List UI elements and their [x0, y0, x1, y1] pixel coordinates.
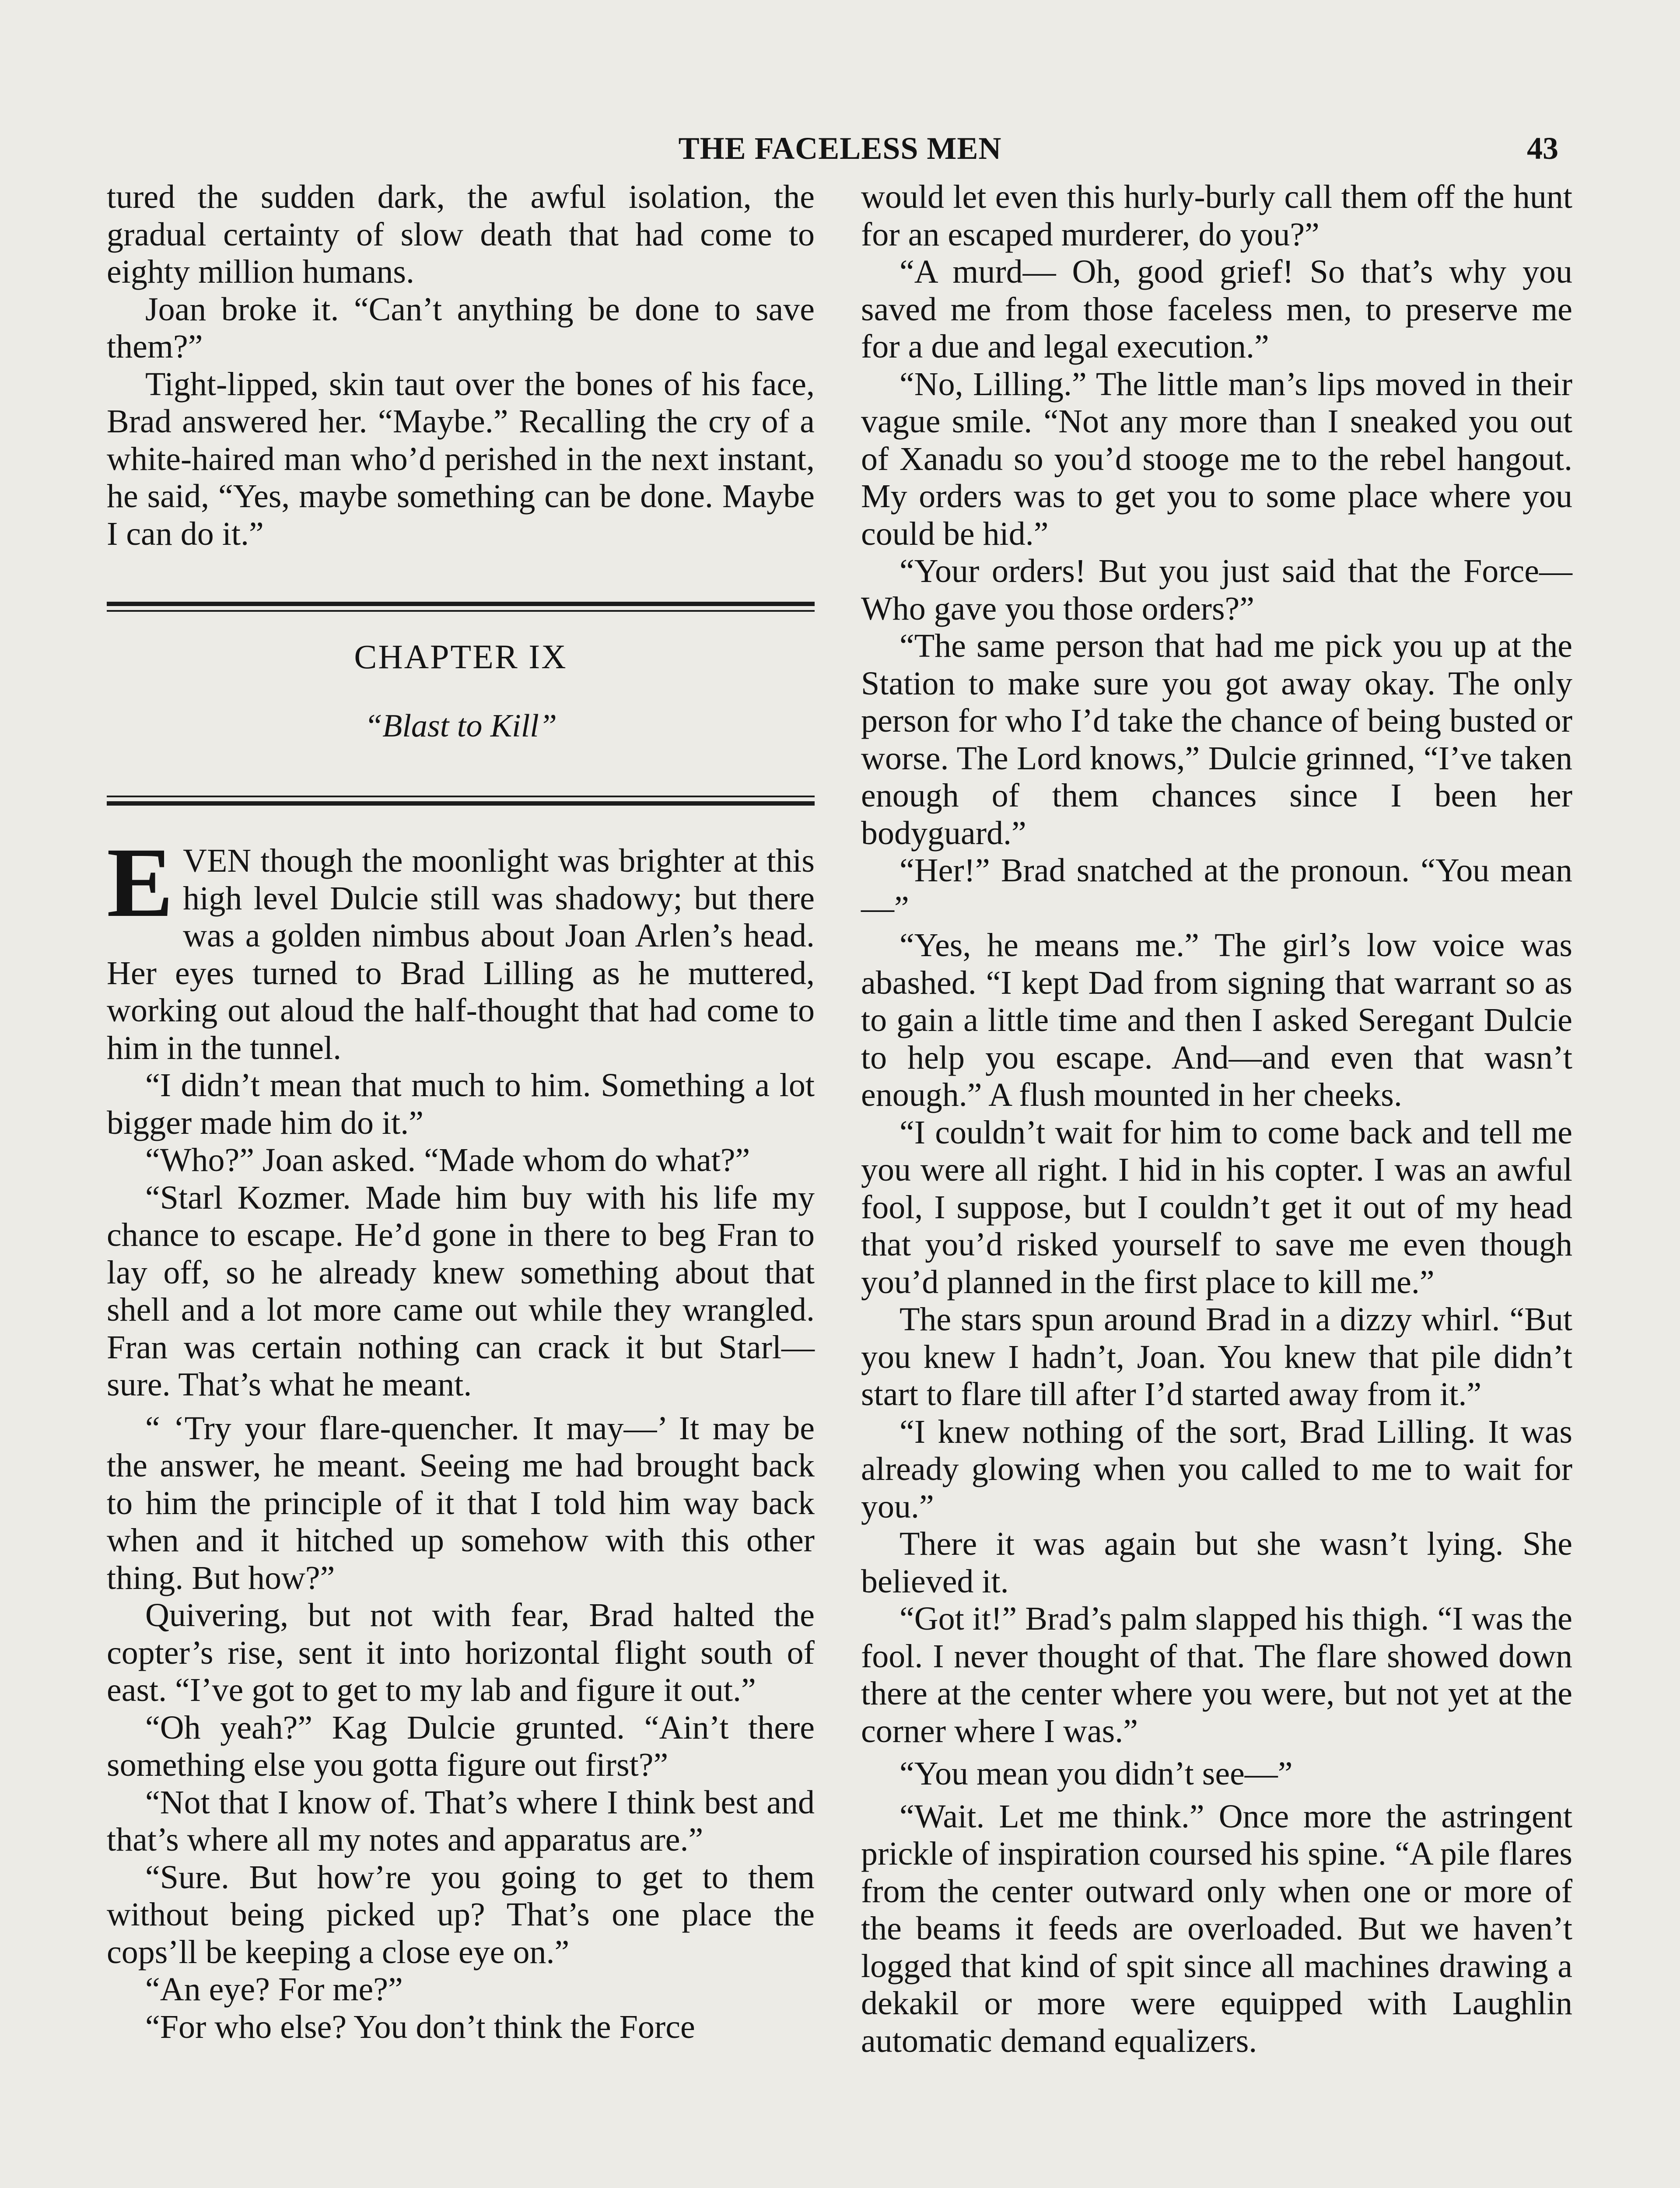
- chapter-rule-top: [107, 602, 815, 612]
- paragraph: “ ‘Try your flare-quencher. It may—’ It may be the answer, he meant. Seeing me had brought back to him the principle of it that I told him way back when and it hitched up somehow with this other thing. But how?”: [107, 1410, 815, 1596]
- paragraph: “For who else? You don’t think the Force: [145, 2008, 695, 2045]
- page-number: 43: [1527, 131, 1558, 166]
- drop-cap-letter: E: [107, 828, 174, 938]
- paragraph: tured the sudden dark, the awful isolation, the gradual certainty of slow death that had come to eighty million humans.: [107, 179, 815, 290]
- paragraph: Quivering, but not with fear, Brad halted the copter’s rise, sent it into horizontal flight south of east. “I’ve got to get to my lab and figure it out.”: [107, 1597, 815, 1708]
- paragraph: “An eye? For me?”: [145, 1971, 403, 2008]
- paragraph: “I didn’t mean that much to him. Something a lot bigger made him do it.”: [107, 1067, 815, 1141]
- paragraph: “A murd— Oh, good grief! So that’s why you saved me from those faceless men, to preserve me for a due and legal execution.”: [861, 253, 1572, 365]
- right-column: [861, 179, 1572, 2060]
- paragraph: would let even this hurly-burly call them off the hunt for an escaped murderer, do you?”: [861, 179, 1572, 253]
- paragraph: There it was again but she wasn’t lying. She believed it.: [861, 1525, 1572, 1600]
- paragraph: “Who?” Joan asked. “Made whom do what?”: [145, 1142, 750, 1178]
- paragraph: “Wait. Let me think.” Once more the astringent prickle of inspiration coursed his spine. “A pile flares from the center outward only when one or more of the beams it feeds are overloaded. But we haven’t logged that kind of spit since all machines drawing a dekakil or more were equipped with Laughlin automatic demand equalizers.: [861, 1798, 1572, 2059]
- chapter-rule-bottom: [107, 796, 815, 806]
- paragraph: Joan broke it. “Can’t anything be done to save them?”: [107, 291, 815, 365]
- left-column: [107, 179, 815, 2046]
- paragraph: “You mean you didn’t see—”: [900, 1755, 1293, 1792]
- paragraph: “I couldn’t wait for him to come back and tell me you were all right. I hid in his copter. I was an awful fool, I suppose, but I couldn’t get it out of my head that you’d risked yourself to save me even though you’d planned in the first place to kill me.”: [861, 1114, 1572, 1301]
- paragraph: “Yes, he means me.” The girl’s low voice was abashed. “I kept Dad from signing that warrant so as to gain a little time and then I asked Seregant Dulcie to help you escape. And—and even that wasn’t enough.” A flush mounted in her cheeks.: [861, 927, 1572, 1113]
- paragraph: “Got it!” Brad’s palm slapped his thigh. “I was the fool. I never thought of that. The flare showed down there at the center where you were, but not yet at the corner where I was.”: [861, 1600, 1572, 1750]
- chapter-subtitle: “Blast to Kill”: [364, 708, 557, 744]
- paragraph: “Sure. But how’re you going to get to them without being picked up? That’s one place the cops’ll be keeping a close eye on.”: [107, 1858, 815, 1971]
- paragraph: “Not that I know of. That’s where I think best and that’s where all my notes and apparatus are.”: [107, 1784, 815, 1858]
- opening-paragraph-text: VEN though the moonlight was brighter at this high level Dulcie still was shadowy; but there was a golden nimbus about Joan Arlen’s head. Her eyes turned to Brad Lilling as he muttered, working out aloud the half-thought that had come to him in the tunnel.: [107, 842, 815, 1066]
- opening-paragraph: [107, 828, 815, 1067]
- paragraph: “The same person that had me pick you up at the Station to make sure you got away okay. The only person for who I’d take the chance of being busted or worse. The Lord knows,” Dulcie grinned, “I’ve taken enough of them chances since I been her bodyguard.”: [861, 628, 1572, 852]
- paragraph: Tight-lipped, skin taut over the bones of his face, Brad answered her. “Maybe.” Recalling the cry of a white-haired man who’d perished in the next instant, he said, “Yes, maybe something can be done. Maybe I can do it.”: [107, 365, 815, 552]
- paragraph: The stars spun around Brad in a dizzy whirl. “But you knew I hadn’t, Joan. You knew that pile didn’t start to flare till after I’d started away from it.”: [861, 1301, 1572, 1413]
- paragraph: “No, Lilling.” The little man’s lips moved in their vague smile. “Not any more than I sneaked you out of Xanadu so you’d stooge me to the rebel hangout. My orders was to get you to some place where you could be hid.”: [861, 365, 1572, 552]
- paragraph: “I knew nothing of the sort, Brad Lilling. It was already glowing when you called to me to wait for you.”: [861, 1413, 1572, 1525]
- paragraph: “Her!” Brad snatched at the pronoun. “You mean—”: [861, 852, 1572, 926]
- running-header-title: THE FACELESS MEN: [678, 131, 1002, 166]
- chapter-title: CHAPTER IX: [354, 638, 567, 676]
- paragraph: “Your orders! But you just said that the Force— Who gave you those orders?”: [861, 553, 1572, 627]
- paragraph: “Oh yeah?” Kag Dulcie grunted. “Ain’t there something else you gotta figure out first?”: [107, 1709, 815, 1783]
- paragraph: “Starl Kozmer. Made him buy with his life my chance to escape. He’d gone in there to beg Fran to lay off, so he already knew something about that shell and a lot more came out while they wrangled. Fran was certain nothing can crack it but Starl—sure. That’s what he meant.: [107, 1179, 815, 1403]
